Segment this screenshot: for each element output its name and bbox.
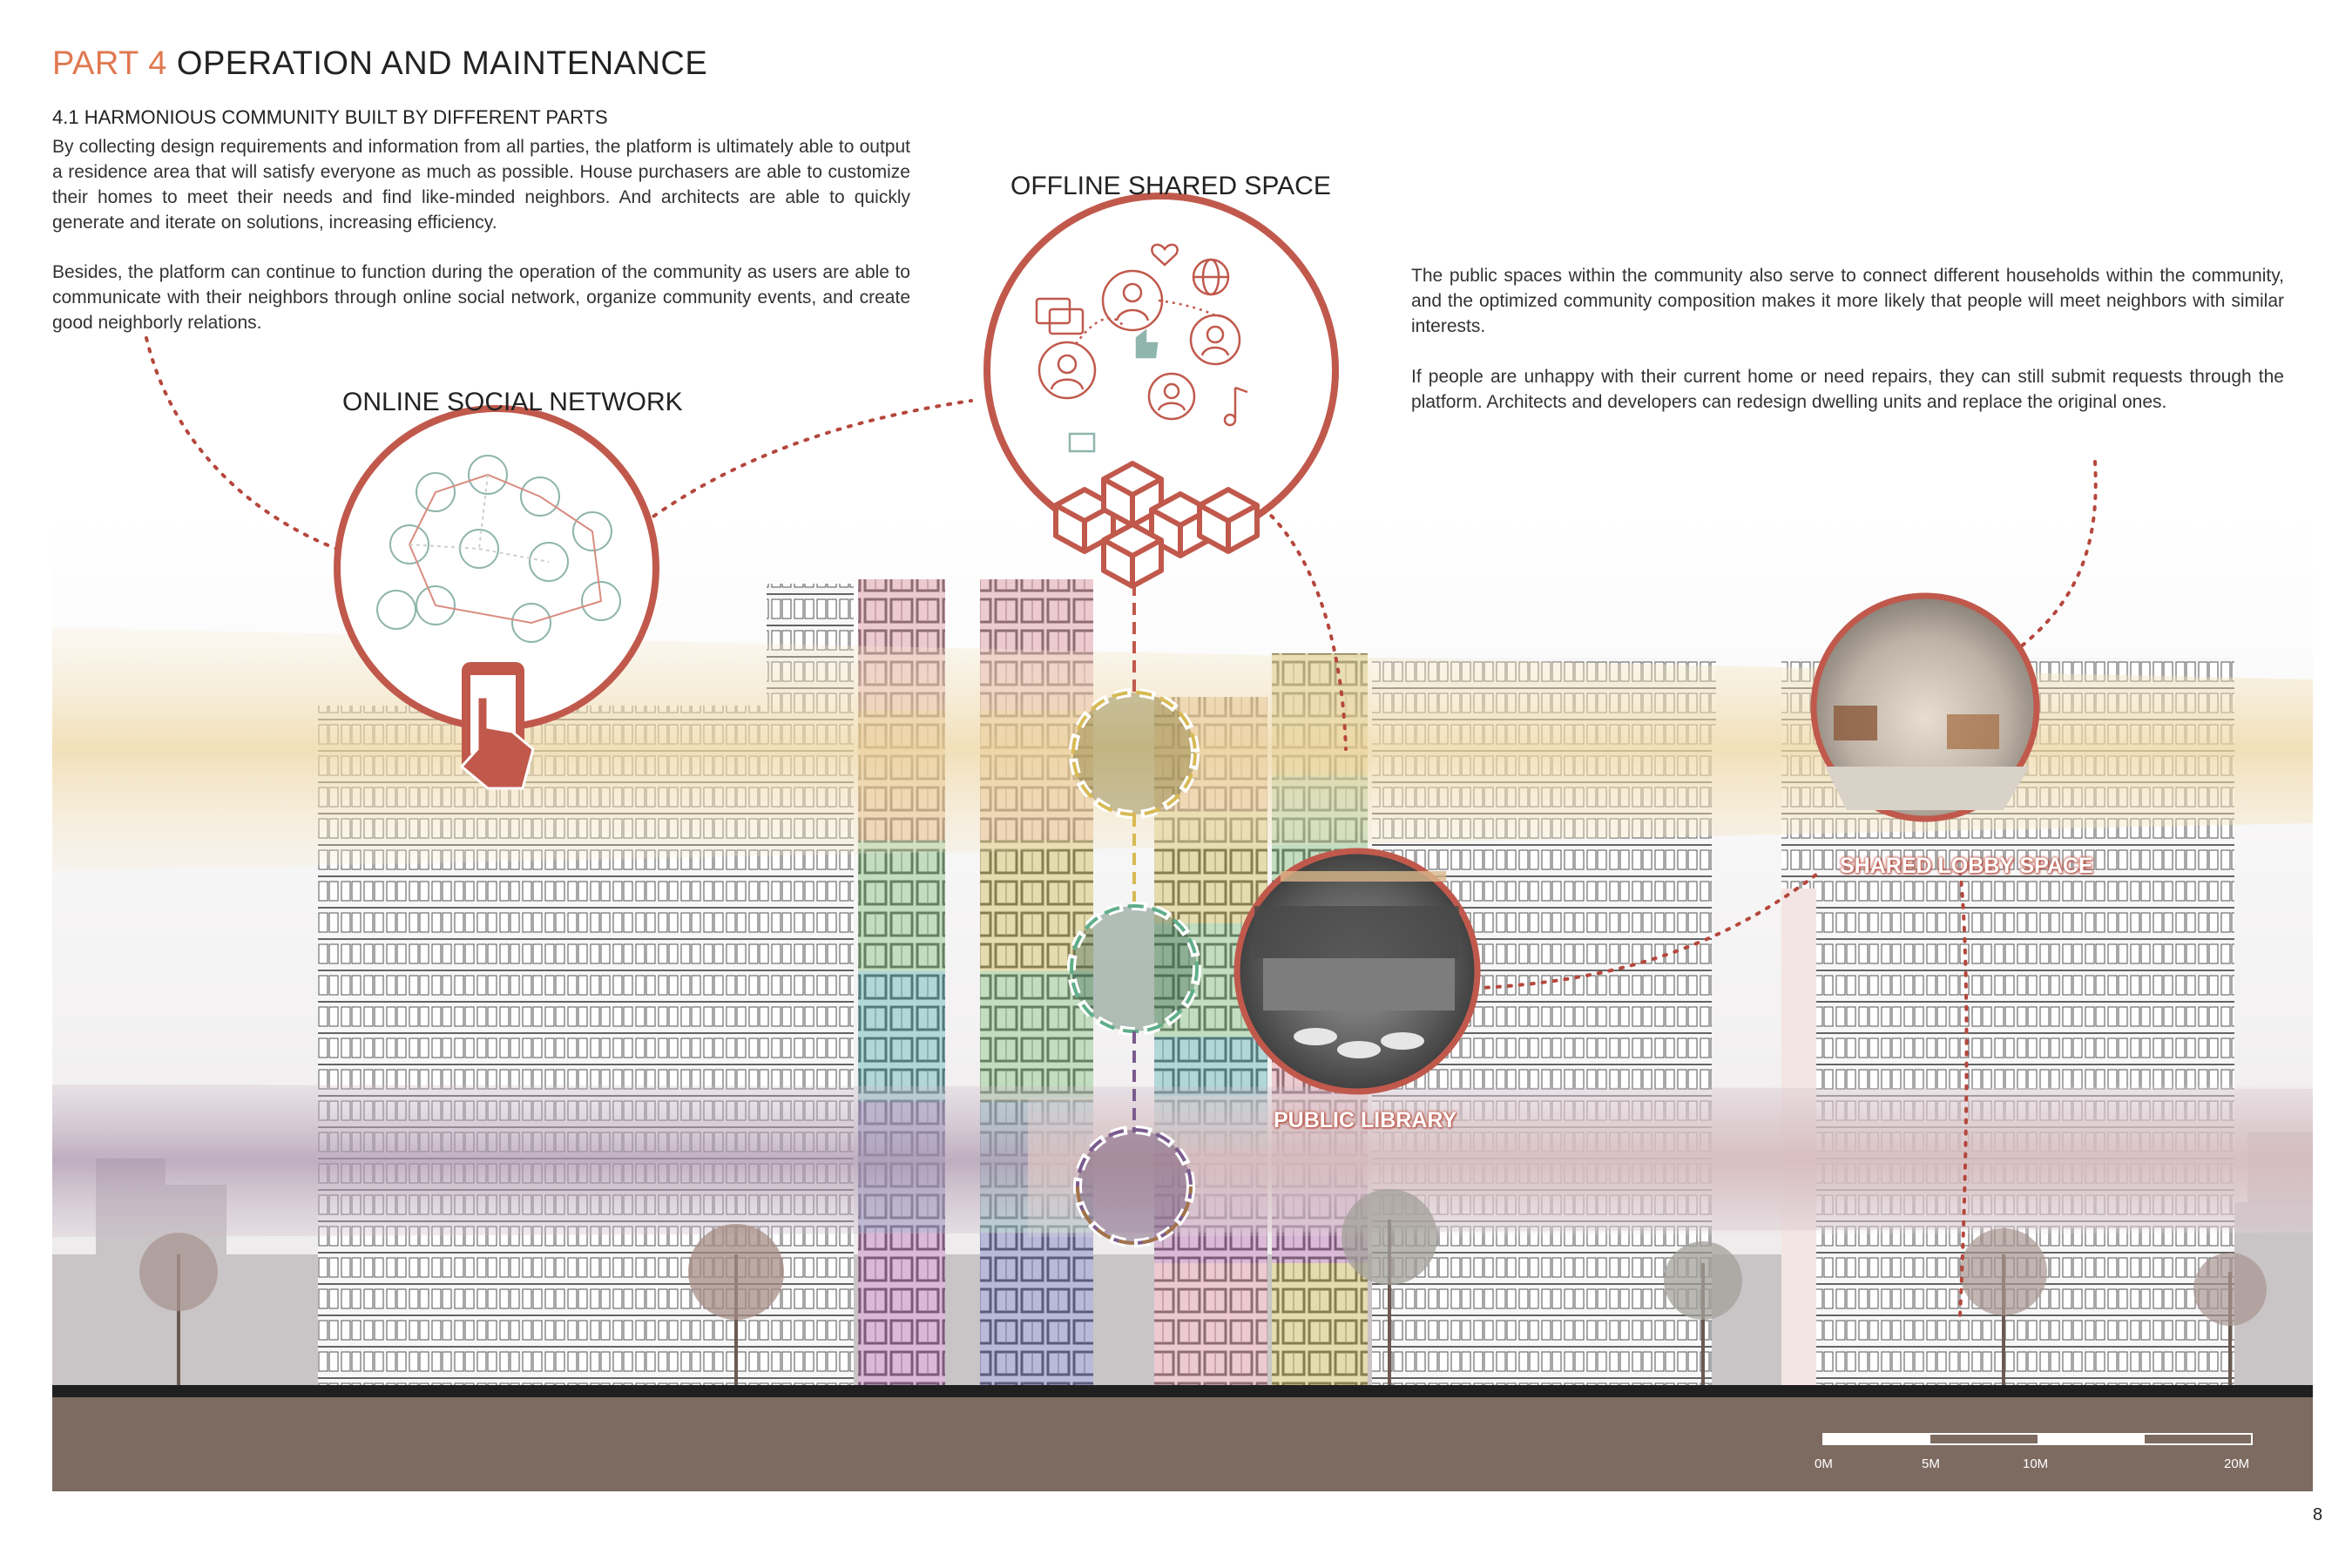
online-network-heading: ONLINE SOCIAL NETWORK bbox=[342, 388, 683, 416]
library-label: PUBLIC LIBRARY bbox=[1274, 1108, 1457, 1132]
offline-space-heading: OFFLINE SHARED SPACE bbox=[1010, 172, 1331, 200]
left-paragraph-1: By collecting design requirements and information from all parties, the platform is ultimately able to output a residence area that will satisfy everyone as much as possible. House purchasers are able to customize their homes to meet their needs and find like-minded neighbors. And architects are able to quickly generate and iterate on solutions, increasing efficiency. bbox=[52, 137, 910, 233]
lobby-label: SHARED LOBBY SPACE bbox=[1840, 854, 2093, 878]
left-paragraph-2: Besides, the platform can continue to function during the operation of the community as users are able to communicate with their neighbors through online social network, organize community events, and create good neighborly relations. bbox=[52, 262, 910, 333]
scale-tick-label: 10M bbox=[2023, 1456, 2049, 1471]
scale-tick-label: 20M bbox=[2224, 1456, 2250, 1471]
smartphone-hand-icon bbox=[462, 662, 533, 788]
title-text: OPERATION AND MAINTENANCE bbox=[176, 45, 708, 82]
page-title bbox=[52, 45, 707, 83]
lobby-image-circle bbox=[1814, 596, 2037, 819]
scale-tick-label: 0M bbox=[1815, 1456, 1833, 1471]
band-pink bbox=[1028, 1085, 2313, 1237]
part-label: PART 4 bbox=[52, 45, 167, 82]
library-image-circle bbox=[1237, 851, 1477, 1092]
right-paragraph-2: If people are unhappy with their current home or need repairs, they can still submit requests through the platform. Architects and developers can redesign dwelling units and replace the original ones. bbox=[1411, 367, 2284, 412]
scale-tick-label: 5M bbox=[1922, 1456, 1940, 1471]
ground-line bbox=[52, 1385, 2313, 1397]
right-paragraph-1: The public spaces within the community also serve to connect different households within the community, and the optimized community composition makes it more likely that people will meet neighbors with similar interests. bbox=[1411, 266, 2284, 336]
section-subtitle: 4.1 HARMONIOUS COMMUNITY BUILT BY DIFFERENT PARTS bbox=[52, 106, 608, 128]
page-number: 8 bbox=[2313, 1505, 2323, 1524]
